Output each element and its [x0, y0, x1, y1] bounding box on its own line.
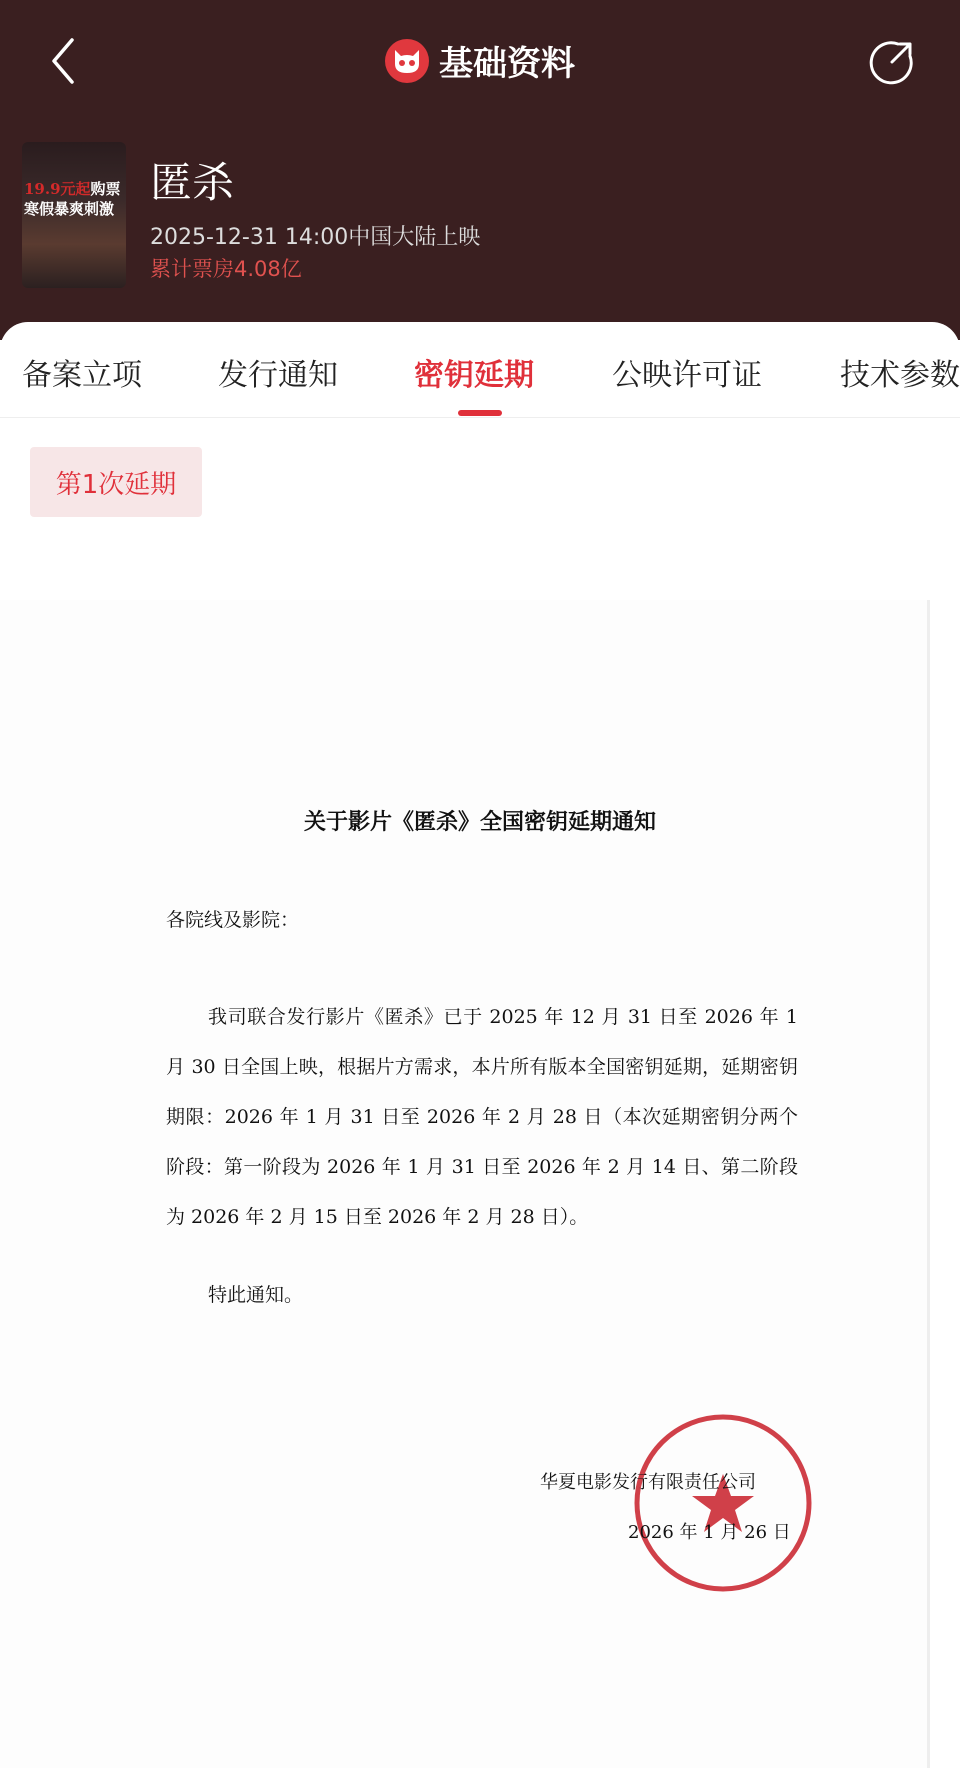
poster-tagline: 寒假暴爽刺激 — [24, 200, 115, 218]
movie-title: 匿杀 — [150, 158, 235, 207]
document-closing: 特此通知。 — [208, 1284, 304, 1306]
active-tab-indicator — [458, 410, 502, 416]
poster-price: 19.9元起 — [24, 180, 91, 198]
poster-buy: 购票 — [90, 180, 121, 198]
poster-promo — [24, 178, 121, 199]
release-info: 2025-12-31 14:00中国大陆上映 — [150, 225, 481, 250]
document-title: 关于影片《匿杀》全国密钥延期通知 — [303, 809, 656, 835]
nav-title — [0, 36, 960, 85]
movie-poster[interactable] — [22, 142, 126, 288]
tab-distribution-notice[interactable]: 发行通知 — [218, 358, 338, 393]
box-office: 累计票房4.08亿 — [150, 257, 302, 281]
document-body: 我司联合发行影片《匿杀》已于 2025 年 12 月 31 日至 2026 年 1 月 30 日全国上映，根据片方需求，本片所有版本全国密钥延期，延期密钥期限：2026 年 1 月 31 日至 2026 年 2 月 28 日（本次延期密钥分两个阶段：第一阶段为 2026 年 1 月 31 日至 2026 年 2 月 14 日、第二阶段为 2026 年 2 月 15 日至 2026 年 2 月 28 日）。 — [166, 1006, 798, 1228]
share-icon — [868, 38, 916, 86]
tab-key-extension[interactable]: 密钥延期 — [414, 358, 534, 393]
notice-document-image — [0, 600, 930, 1768]
document-company: 华夏电影发行有限责任公司 — [540, 1472, 756, 1493]
document-date: 2026 年 1 月 26 日 — [628, 1522, 791, 1543]
company-seal-icon — [632, 1412, 814, 1594]
page-title: 基础资料 — [439, 44, 575, 84]
header — [0, 0, 960, 340]
cat-logo-icon — [385, 39, 429, 83]
tab-screening-license[interactable]: 公映许可证 — [612, 358, 762, 393]
extension-badge[interactable]: 第1次延期 — [30, 447, 202, 517]
tab-technical-params[interactable]: 技术参数 — [840, 358, 960, 393]
tab-bar — [0, 322, 960, 418]
tab-filing[interactable]: 备案立项 — [22, 358, 142, 393]
share-button[interactable] — [868, 38, 916, 86]
document-salutation: 各院线及影院： — [166, 909, 300, 931]
